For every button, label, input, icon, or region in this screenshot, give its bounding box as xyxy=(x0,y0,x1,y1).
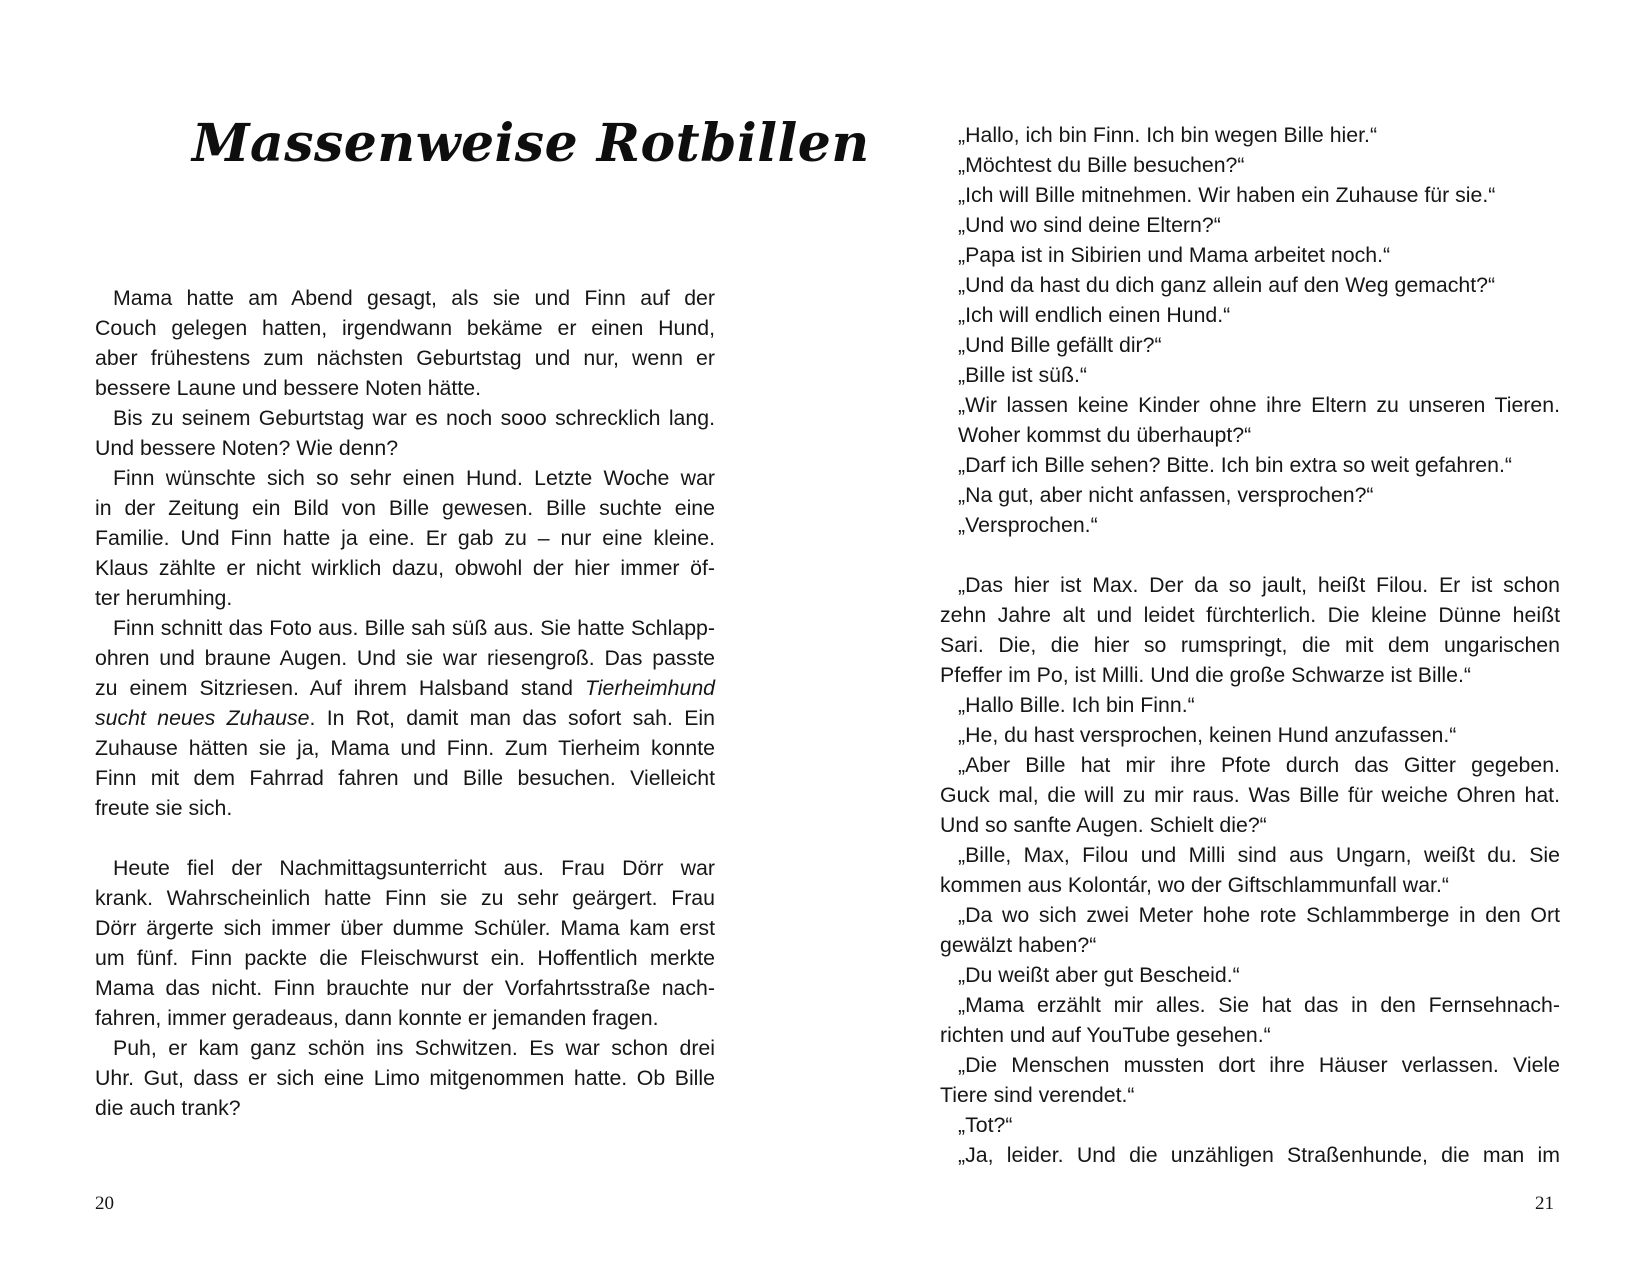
text-line: Guck mal, die will zu mir raus. Was Bille für weiche Ohren hat. xyxy=(940,783,1560,807)
text-line: „Und Bille gefällt dir?“ xyxy=(958,333,1162,357)
text-line: freute sie sich. xyxy=(95,796,233,820)
text-line: gewälzt haben?“ xyxy=(940,933,1097,957)
text-line: Dörr ärgerte sich immer über dumme Schüler. Mama kam erst xyxy=(95,916,715,940)
text-line: Mama das nicht. Finn brauchte nur der Vorfahrtsstraße nach- xyxy=(95,976,715,1000)
italic-text-segment: Tierheimhund xyxy=(584,676,716,700)
text-line: „Wir lassen keine Kinder ohne ihre Eltern zu unseren Tieren. xyxy=(958,393,1560,417)
text-line: Und bessere Noten? Wie denn? xyxy=(95,436,399,460)
text-line: „Das hier ist Max. Der da so jault, heißt Filou. Er ist schon xyxy=(958,573,1560,597)
text-line: ter herumhing. xyxy=(95,586,233,610)
text-line: um fünf. Finn packte die Fleischwurst ein. Hoffentlich merkte xyxy=(95,946,715,970)
text-line: Heute fiel der Nachmittagsunterricht aus. Frau Dörr war xyxy=(113,856,715,880)
text-line: „Mama erzählt mir alles. Sie hat das in den Fernsehnach- xyxy=(958,993,1560,1017)
italic-text-segment: sucht neues Zuhause xyxy=(95,706,310,730)
text-line: Tiere sind verendet.“ xyxy=(940,1083,1135,1107)
text-line: Couch gelegen hatten, irgendwann bekäme er einen Hund, xyxy=(95,316,715,340)
text-line: Finn mit dem Fahrrad fahren und Bille besuchen. Vielleicht xyxy=(95,766,715,790)
text-line: Uhr. Gut, dass er sich eine Limo mitgenommen hatte. Ob Bille xyxy=(95,1066,715,1090)
text-line: die auch trank? xyxy=(95,1096,241,1120)
text-line: Bis zu seinem Geburtstag war es noch sooo schrecklich lang. xyxy=(113,406,715,430)
text-line: Finn schnitt das Foto aus. Bille sah süß aus. Sie hatte Schlapp- xyxy=(113,616,715,640)
text-line: Klaus zählte er nicht wirklich dazu, obwohl der hier immer öf- xyxy=(95,556,715,580)
text-line: „Ich will Bille mitnehmen. Wir haben ein Zuhause für sie.“ xyxy=(958,183,1496,207)
text-line: „Na gut, aber nicht anfassen, versprochen?“ xyxy=(958,483,1374,507)
page-number-right: 21 xyxy=(1535,1193,1554,1214)
text-line: aber frühestens zum nächsten Geburtstag und nur, wenn er xyxy=(95,346,715,370)
text-line: „Da wo sich zwei Meter hohe rote Schlammberge in den Ort xyxy=(958,903,1560,927)
page-number-left: 20 xyxy=(95,1193,114,1214)
text-line: „Versprochen.“ xyxy=(958,513,1098,537)
text-line: Finn wünschte sich so sehr einen Hund. Letzte Woche war xyxy=(113,466,715,490)
text-line: „Hallo, ich bin Finn. Ich bin wegen Bille hier.“ xyxy=(958,123,1378,147)
text-line: fahren, immer geradeaus, dann konnte er jemanden fragen. xyxy=(95,1006,659,1030)
text-line: „Du weißt aber gut Bescheid.“ xyxy=(958,963,1240,987)
text-line: Familie. Und Finn hatte ja eine. Er gab zu – nur eine kleine. xyxy=(95,526,715,550)
text-line: Und so sanfte Augen. Schielt die?“ xyxy=(940,813,1267,837)
text-line: kommen aus Kolontár, wo der Giftschlammunfall war.“ xyxy=(940,873,1449,897)
text-segment: . In Rot, damit man das sofort sah. Ein xyxy=(309,706,715,730)
chapter-title: Massenweise Rotbillen xyxy=(192,113,870,174)
text-line: zehn Jahre alt und leidet fürchterlich. Die kleine Dünne heißt xyxy=(940,603,1560,627)
text-line: Zuhause hätten sie ja, Mama und Finn. Zum Tierheim konnte xyxy=(95,736,715,760)
text-line: in der Zeitung ein Bild von Bille gewesen. Bille suchte eine xyxy=(95,496,715,520)
text-line: Sari. Die, die hier so rumspringt, die mit dem ungarischen xyxy=(940,633,1560,657)
text-line: „Tot?“ xyxy=(958,1113,1013,1137)
text-line: „Ich will endlich einen Hund.“ xyxy=(958,303,1231,327)
text-line: „Die Menschen mussten dort ihre Häuser verlassen. Viele xyxy=(958,1053,1560,1077)
text-line: „Ja, leider. Und die unzähligen Straßenhunde, die man im xyxy=(958,1143,1560,1167)
text-line: „Papa ist in Sibirien und Mama arbeitet noch.“ xyxy=(958,243,1391,267)
text-line: Pfeffer im Po, ist Milli. Und die große Schwarze ist Bille.“ xyxy=(940,663,1472,687)
text-line: „Darf ich Bille sehen? Bitte. Ich bin extra so weit gefahren.“ xyxy=(958,453,1512,477)
text-line xyxy=(95,673,715,703)
text-line: „Bille, Max, Filou und Milli sind aus Ungarn, weißt du. Sie xyxy=(958,843,1560,867)
text-line: „Aber Bille hat mir ihre Pfote durch das Gitter gegeben. xyxy=(958,753,1560,777)
text-line: ohren und braune Augen. Und sie war riesengroß. Das passte xyxy=(95,646,715,670)
text-line: „He, du hast versprochen, keinen Hund anzufassen.“ xyxy=(958,723,1457,747)
text-line: „Möchtest du Bille besuchen?“ xyxy=(958,153,1245,177)
text-line: Mama hatte am Abend gesagt, als sie und Finn auf der xyxy=(113,286,715,310)
text-line: richten und auf YouTube gesehen.“ xyxy=(940,1023,1271,1047)
text-line xyxy=(95,703,715,733)
text-line: „Und wo sind deine Eltern?“ xyxy=(958,213,1221,237)
text-line: bessere Laune und bessere Noten hätte. xyxy=(95,376,481,400)
text-line: „Hallo Bille. Ich bin Finn.“ xyxy=(958,693,1195,717)
text-line: „Und da hast du dich ganz allein auf den Weg gemacht?“ xyxy=(958,273,1496,297)
text-segment: zu einem Sitzriesen. Auf ihrem Halsband stand xyxy=(95,676,573,700)
text-line: „Bille ist süß.“ xyxy=(958,363,1087,387)
text-line: Woher kommst du überhaupt?“ xyxy=(958,423,1252,447)
text-line: krank. Wahrscheinlich hatte Finn sie zu sehr geärgert. Frau xyxy=(95,886,715,910)
text-line: Puh, er kam ganz schön ins Schwitzen. Es war schon drei xyxy=(113,1036,715,1060)
